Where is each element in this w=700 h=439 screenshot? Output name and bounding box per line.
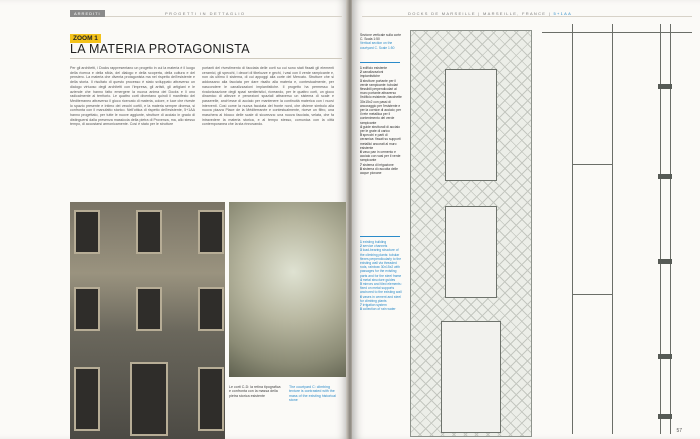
vertical-section-drawing	[542, 24, 692, 434]
article-title: LA MATERIA PROTAGONISTA	[70, 42, 250, 56]
legend-number: 8	[360, 166, 362, 171]
legend-number: 2	[360, 70, 362, 75]
legend-item	[360, 307, 402, 311]
legend-text: edificio esistente	[362, 66, 388, 70]
zoom-label: ZOOM 1	[70, 34, 101, 43]
legend-text: canalizzazioni impiantistiche	[360, 70, 384, 79]
facade-elevation-drawing	[410, 30, 532, 437]
legend-text: vases in cement and steel for climbing plants	[360, 294, 401, 303]
title-rule	[70, 58, 342, 59]
courtyard-facade-photo	[70, 202, 225, 439]
legend-text: specchi e parti di ceramica: fissati su supporti metallici ancorati al muro esistente	[360, 133, 401, 150]
legend-number: 6	[360, 294, 362, 299]
page-number: 57	[676, 428, 682, 434]
legend-rule	[360, 236, 400, 237]
legend-text: metal structure guides	[362, 277, 396, 282]
legend-text: load-bearing structure of the climbing plants: tubular flexes perpendicularly to the existing wall via threaded rods, rainbow 30x15x2 with passages for the existing parts and for the steel frame	[360, 248, 402, 278]
legend-number: 4	[360, 124, 362, 129]
legend-item	[360, 133, 402, 150]
legend-number: 1	[360, 240, 362, 244]
legend-text: guide strutturali di acciaio per le grate di carico	[360, 124, 400, 134]
project-location: MARSEILLE, FRANCE	[483, 11, 547, 16]
header-separator: |	[548, 11, 552, 16]
legend-number: 7	[360, 162, 362, 167]
legend-number: 5	[360, 282, 362, 287]
right-page	[352, 0, 700, 439]
legend-item	[360, 295, 402, 303]
legend-item	[360, 79, 402, 125]
legend-text: service channels	[362, 244, 388, 249]
legend-italian	[360, 66, 402, 175]
scale-english: Vertical section on the courtyard C. Scale 1:50	[360, 41, 395, 50]
scale-note	[360, 33, 402, 50]
legend-item	[360, 282, 402, 295]
legend-number: 6	[360, 150, 362, 155]
legend-text: mirrors and tiled elements: fixed on metal supports anchored to the existing wall	[360, 282, 402, 295]
legend-number: 3	[360, 78, 362, 83]
legend-item	[360, 167, 402, 175]
legend-item	[360, 150, 402, 163]
body-column-1: Per gli architetti, i Docks rappresentano un progetto in cui la materia è il luogo della ricerca e della sfida, del dialogo e della scoperta, della cultura e del pensiero. La materia che diventa protagonista ma nel rispetto dell'esistente e della storia. Il risultato di questo processo è stato sviluppato attraverso un dialogo virtuoso degli architetti con l'impresa, gli artisti, gli artigiani e le aziende che hanno fatto emergere la nuova anima dei Docks e li ono radicalmente al territorio. Le quattro corti diventano quindi il manifesto del Mediterraneo attraverso il gioco ricercato di materia, colore, e luce che riveste lo spazio presente e intimo dei vecchi cortili, e la materia sempre diversa, si confronta con il manufatto storico. Nell'ottica di rispetto dell'esistente, 5+1AA hanno progettato, per tutte le nuove aggiunte, strutture di acciaio in grado di distinguersi dalla presenza massiccia della pietra di Provenza, ma, allo stesso tempo, di accostarsi armonicamente. Così è stato per le strutture	[70, 66, 195, 127]
legend-number: 4	[360, 277, 362, 282]
legend-number: 1	[360, 66, 362, 70]
legend-item	[360, 70, 402, 78]
climbing-plants-photo	[229, 202, 346, 377]
legend-number: 5	[360, 133, 362, 138]
legend-english	[360, 240, 402, 311]
legend-text: sistema di irrigazione	[362, 162, 394, 167]
legend-text: existing building	[362, 240, 387, 244]
legend-text: vaso pan in cemento e acciaio con vasi per il verde rampicante	[360, 150, 401, 163]
caption-italian: Le corti C-D: la retina tipografica e confronta con la massa della pietra storica esistente	[229, 385, 281, 398]
project-header	[408, 11, 572, 16]
category-tag: ARREDITI	[70, 10, 105, 17]
legend-text: irrigation system	[362, 303, 387, 308]
legend-number: 3	[360, 248, 362, 253]
section-title: PROGETTI IN DETTAGLIO	[165, 11, 246, 16]
legend-item	[360, 125, 402, 133]
scale-italian: Sezione verticale sulla corte C. Scala 1:50	[360, 33, 402, 42]
legend-rule	[360, 62, 400, 63]
left-page	[0, 0, 348, 439]
legend-item	[360, 248, 402, 277]
legend-text: sistema di raccolta delle acque piovane	[360, 166, 398, 176]
legend-number: 2	[360, 244, 362, 249]
legend-number: 8	[360, 307, 362, 312]
legend-text: collection of rain water	[362, 307, 396, 312]
project-name: DOCKS DE MARSEILLE	[408, 11, 476, 16]
caption-english: The courtyard C: climbing texture is contrasted with the mass of the existing historical stone	[289, 385, 336, 403]
project-author: 5+1AA	[553, 11, 573, 16]
legend-text: strutture portante per il verde rampicante: tubolari flessibili perpendicolari al muro portante attraverso l'edificio esistente, bacchette 30x15x2 con passi di ancoraggio per l'esistente e per la cornice di acciaio; per il rete metallica per il contenimento del verde rampicante	[360, 78, 402, 125]
legend-number: 7	[360, 303, 362, 308]
body-column-2: portanti del rivestimento di facciata delle corti su cui sono stati fissati gli elementi ceramici, gli specchi, i decori di tibeluzze e gechi, i vasi con il verde rampicante e, non da ultimo il sistema, di cui appoggi alla corte del Mercato. Strutture che si addossano alla facciata per dare risalto alla materia e, contestualmente, per nascondere le canalizzazioni impiantistiche. Il progetto ha permesso la rivalorizzazione degli spazi sentieristici, ricreando, per le quattro corti, un gioco dinamico di altezze e percezioni spaziali attraverso un sistema di scale e passerelle, anch'esse di acciaio per mantenere la continuità materica con i nuovi interventi. Così come la nuova facciata del fronte nord, che diviene simbolo alla nuova piazza Place de la Méditerranée e contestualmente, riceve un filtro, una maschera al blocco delle scale di sicurezza: una nuova facciata, velata, che fa intravedere la materia storica, e al tempo stesso, comunica con la città contemporanea che la sta rinnovando.	[202, 66, 334, 127]
header-separator: |	[478, 11, 481, 16]
